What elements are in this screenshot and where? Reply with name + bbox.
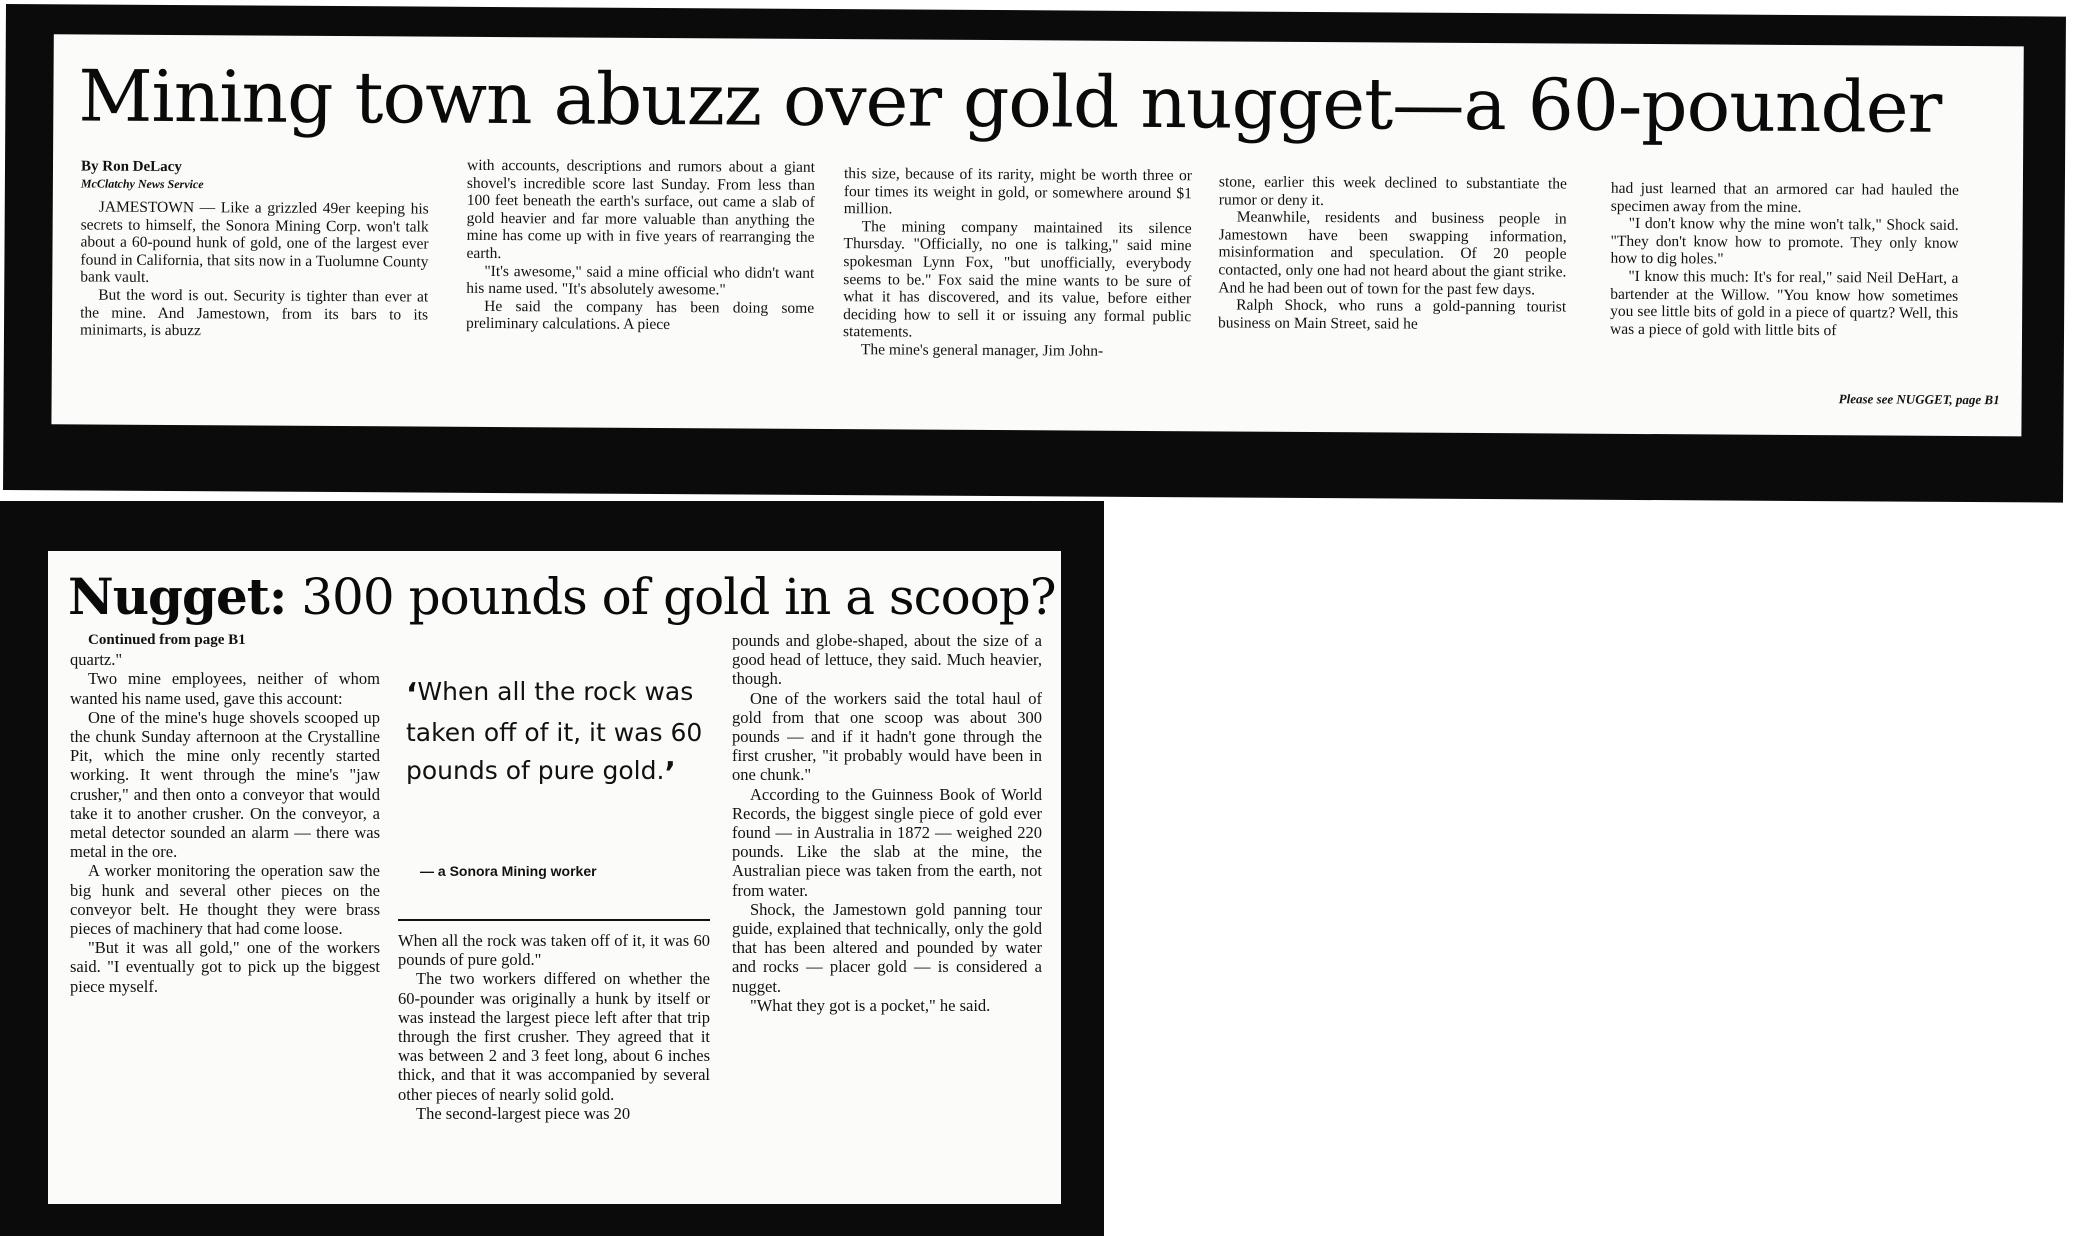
paragraph: pounds and globe-shaped, about the size of a good head of lettuce, they said. Much heavier, though. — [732, 631, 1042, 689]
column-3 — [843, 165, 1192, 361]
divider — [398, 919, 710, 921]
paragraph: He said the company has been doing some preliminary calculations. A piece — [466, 297, 815, 334]
byline — [81, 158, 429, 194]
jump-line: Please see NUGGET, page B1 — [1838, 391, 2000, 408]
clipping-paper — [48, 551, 1061, 1204]
paragraph: "But it was all gold," one of the workers said. "I eventually got to pick up the biggest piece myself. — [70, 938, 380, 996]
paragraph: "I don't know why the mine won't talk," Shock said. "They don't know how to promote. They only know how to dig holes." — [1610, 215, 1959, 268]
pull-quote-text: When all the rock was taken off of it, it was 60 pounds of pure gold. — [406, 677, 703, 785]
paragraph: "It's awesome," said a mine official who didn't want his name used. "It's absolutely awesome." — [466, 262, 815, 299]
paragraph: The two workers differed on whether the 60-pounder was originally a hunk by itself or was instead the largest piece left after that trip through the first crusher. They agreed that it was between 2 and 3 feet long, about 6 inches thick, and that it was accompanied by several other pieces of nearly solid gold. — [398, 969, 710, 1104]
headline-rest: 300 pounds of gold in a scoop? — [286, 568, 1056, 626]
headline — [68, 567, 1056, 626]
pull-quote: ‘When all the rock was taken off of it, it was 60 pounds of pure gold.’ — [406, 677, 703, 791]
paragraph: JAMESTOWN — Like a grizzled 49er keeping his secrets to himself, the Sonora Mining Corp. won't talk about a 60-pound hunk of gold, one of the largest ever found in California, that sits now in a Tuolumne County bank vault. — [80, 198, 429, 287]
paragraph: When all the rock was taken off of it, it was 60 pounds of pure gold." — [398, 931, 710, 970]
continued-line: Continued from page B1 — [88, 632, 246, 648]
paragraph: had just learned that an armored car had hauled the specimen away from the mine. — [1610, 179, 1959, 216]
paragraph: Two mine employees, neither of whom wanted his name used, gave this account: — [70, 669, 380, 708]
clipping-paper — [51, 34, 2023, 436]
column-1 — [70, 631, 380, 996]
paragraph: The mine's general manager, Jim John- — [860, 341, 1104, 360]
pull-quote-attribution: — a Sonora Mining worker — [420, 863, 597, 879]
paragraph: with accounts, descriptions and rumors about a giant shovel's incredible score last Sunday. From less than 100 feet beneath the earth's surface, out came a slab of gold heavier and far more valuable than anything the mine has come up with in five years of rearranging the earth. — [466, 156, 816, 262]
paragraph: stone, earlier this week declined to substantiate the rumor or deny it. — [1218, 173, 1567, 209]
paragraph: One of the workers said the total haul of gold from that one scoop was about 300 pounds — and if it hadn't gone through the first crusher, "it probably would have been in one chunk." — [732, 688, 1042, 785]
column-1 — [80, 158, 429, 341]
paragraph: But the word is out. Security is tighter than ever at the mine. And Jamestown, from its bars to its minimarts, is abuzz — [79, 286, 429, 340]
paragraph: According to the Guinness Book of World Records, the biggest single piece of gold ever found — in Australia in 1872 — weighed 220 pounds. Like the slab at the mine, the Australian piece was taken from the earth, not from water. — [732, 784, 1042, 900]
paragraph: "What they got is a pocket," he said. — [750, 995, 991, 1015]
paragraph: The mining company maintained its silence Thursday. "Officially, no one is talking," said mine spokesman Lynn Fox, "but unofficially, everybody seems to be." Fox said the mine wants to be sure of what it has discovered, and its value, before either deciding how to sell it or issuing any formal public statements. — [842, 218, 1192, 341]
paragraph: One of the mine's huge shovels scooped up the chunk Sunday afternoon at the Crystalline Pit, which the mine only recently started working. It went through the mine's "jaw crusher," and then onto a conveyor that would take it to another crusher. On the conveyor, a metal detector sounded an alarm — there was metal in the ore. — [70, 707, 380, 862]
byline-service: McClatchy News Service — [80, 176, 204, 192]
paragraph: "I know this much: It's for real," said Neil DeHart, a bartender at the Willow. "You know how sometimes you see little bits of gold in a piece of quartz? Well, this was a piece of gold with little bits of — [1609, 267, 1959, 339]
paragraph: quartz." — [70, 650, 123, 670]
column-2 — [466, 157, 815, 335]
column-4 — [1218, 173, 1567, 333]
column-5 — [1610, 180, 1959, 340]
column-3 — [732, 631, 1042, 1015]
paragraph: Shock, the Jamestown gold panning tour guide, explained that technically, only the gold that has been altered and pounded by water and rocks — placer gold — is considered a nugget. — [732, 899, 1042, 996]
paragraph: Ralph Shock, who runs a gold-panning tourist business on Main Street, said he — [1218, 296, 1567, 333]
paragraph: A worker monitoring the operation saw the big hunk and several other pieces on the conveyor belt. He thought they were brass pieces of machinery that had come loose. — [70, 861, 380, 939]
headline: Mining town abuzz over gold nugget—a 60-pounder — [78, 54, 1942, 149]
article-clipping-top — [3, 4, 2066, 503]
paragraph: this size, because of its rarity, might be worth three or four times its weight in gold, or somewhere around $1 million. — [843, 165, 1193, 218]
byline-author: By Ron DeLacy — [80, 158, 182, 176]
column-2 — [398, 931, 710, 1123]
paragraph: Meanwhile, residents and business people in Jamestown have been swapping information, misinformation and speculation. Of 20 people contacted, only one had not heard about the giant strike. And he had been out of town for the past few days. — [1218, 208, 1567, 298]
paragraph: The second-largest piece was 20 — [416, 1103, 631, 1123]
headline-bold: Nugget: — [68, 567, 287, 626]
article-clipping-bottom — [0, 501, 1104, 1236]
